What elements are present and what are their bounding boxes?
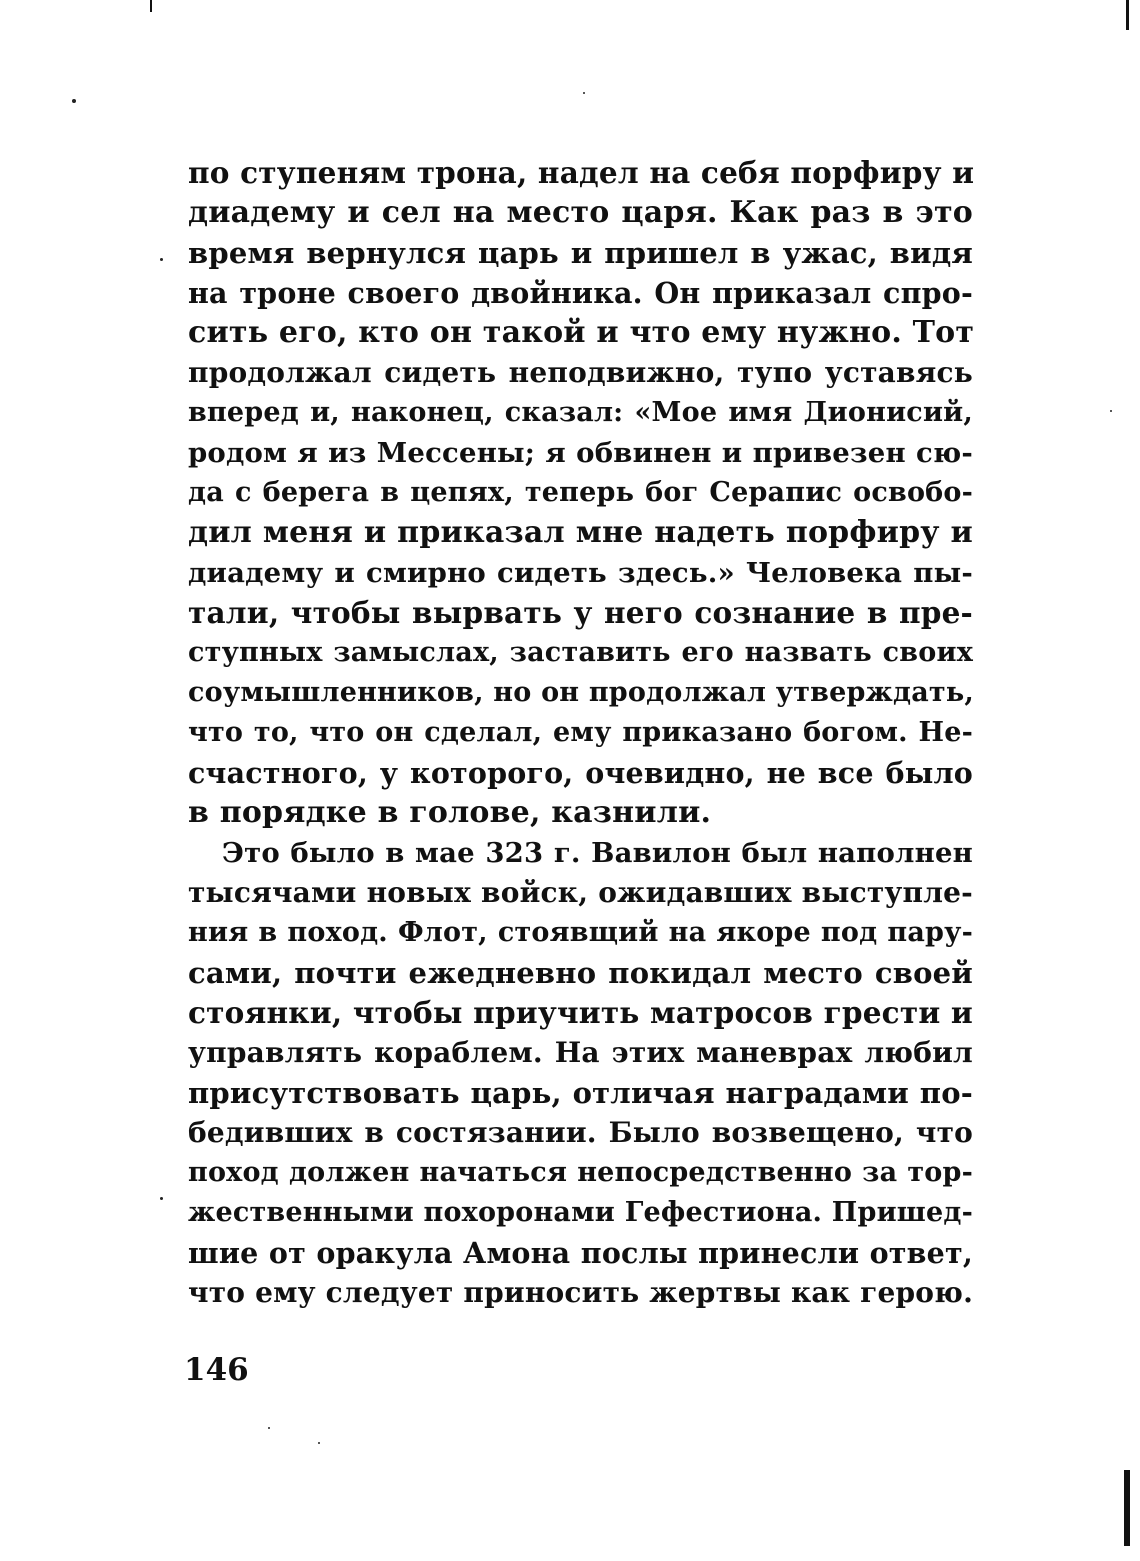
text-line: управлять кораблем. На этих маневрах любил — [188, 1036, 973, 1069]
text-line: ния в поход. Флот, стоявщий на якоре под пару- — [188, 917, 973, 948]
text-line: диадему и сел на место царя. Как раз в это — [188, 195, 973, 230]
scan-edge-mark — [150, 0, 152, 12]
text-line: присутствовать царь, отличая наградами по- — [188, 1076, 973, 1110]
text-line: по ступеням трона, надел на себя порфиру и — [188, 155, 975, 190]
scan-speck — [1110, 410, 1112, 412]
text-line: время вернулся царь и пришел в ужас, видя — [188, 236, 973, 270]
text-line: счастного, у которого, очевидно, не все было — [188, 756, 973, 790]
text-line: поход должен начаться непосредственно за тор- — [188, 1157, 973, 1188]
scan-edge-mark — [1126, 0, 1129, 30]
text-line: на троне своего двойника. Он приказал спро- — [188, 276, 973, 310]
text-line: тали, чтобы вырвать у него сознание в пре- — [188, 595, 973, 630]
text-line: тысячами новых войск, ожидавших выступле- — [188, 876, 973, 909]
paragraph — [188, 153, 973, 833]
scan-speck — [268, 1427, 270, 1429]
text-line: диадему и смирно сидеть здесь.» Человека пы- — [188, 557, 973, 589]
text-line: сить его, кто он такой и что ему нужно. Тот — [188, 315, 975, 350]
text-line: шие от оракула Амона послы принесли ответ, — [188, 1236, 973, 1270]
text-line: жественными похоронами Гефестиона. Пришед- — [188, 1197, 973, 1228]
text-line: стоянки, чтобы приучить матросов грести и — [188, 995, 973, 1030]
text-line: продолжал сидеть неподвижно, тупо уставясь — [188, 356, 973, 389]
text-line: дил меня и приказал мне надеть порфиру и — [188, 515, 973, 550]
text-line: что то, что он сделал, ему приказано богом. Не- — [188, 717, 973, 748]
scan-speck — [160, 258, 163, 261]
text-line: Это было в мае 323 г. Вавилон был наполнен — [222, 837, 973, 869]
text-line: да с берега в цепях, теперь бог Серапис освобо- — [188, 477, 973, 508]
scan-edge-mark — [1124, 1470, 1130, 1546]
scan-speck — [318, 1442, 320, 1444]
text-line: что ему следует приносить жертвы как герою. — [188, 1276, 974, 1309]
text-line: вперед и, наконец, сказал: «Мое имя Дионисий, — [188, 397, 973, 428]
scan-speck — [583, 92, 585, 94]
page-number: 146 — [184, 1352, 249, 1388]
text-line: соумышленников, но он продолжал утверждать, — [188, 677, 974, 708]
text-line: ступных замыслах, заставить его назвать своих — [188, 637, 973, 668]
scan-speck — [72, 99, 76, 103]
text-line: бедивших в состязании. Было возвещено, что — [188, 1116, 973, 1149]
paragraph — [188, 833, 973, 1313]
text-line: родом я из Мессены; я обвинен и привезен сю- — [188, 437, 973, 469]
scan-speck — [160, 1197, 163, 1200]
body-text — [188, 153, 973, 1313]
text-line: сами, почти ежедневно покидал место своей — [188, 956, 973, 990]
text-line: в порядке в голове, казнили. — [188, 795, 712, 830]
